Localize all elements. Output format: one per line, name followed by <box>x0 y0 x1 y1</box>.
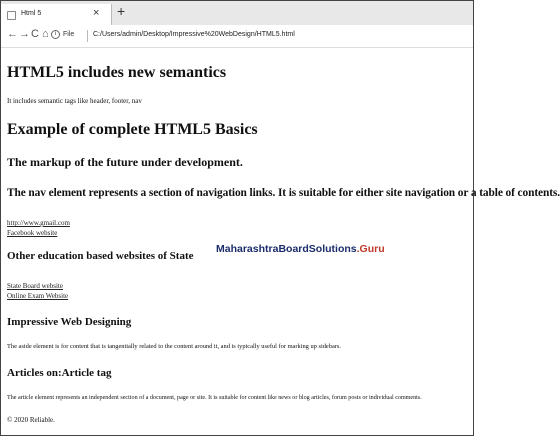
other-websites-heading: Other education based websites of State <box>7 250 194 262</box>
online-exam-link[interactable]: Online Exam Website <box>7 292 69 300</box>
impressive-heading: Impressive Web Designing <box>7 316 132 328</box>
tab-html5[interactable] <box>1 4 112 25</box>
nav-links <box>7 218 70 238</box>
new-tab-button[interactable]: + <box>117 3 126 19</box>
forward-arrow-icon[interactable]: → <box>19 28 30 40</box>
article-text: The article element represents an independent section of a document, page or site. It is suitable for content like news or blog articles, forum posts or individual comments. <box>7 395 422 401</box>
close-tab-icon[interactable]: × <box>93 7 100 19</box>
home-icon[interactable]: ⌂ <box>42 28 49 40</box>
tab-bar <box>1 1 473 25</box>
page-title: HTML5 includes new semantics <box>7 64 227 81</box>
address-separator <box>87 30 88 42</box>
state-board-link[interactable]: State Board website <box>7 282 63 290</box>
articles-heading: Articles on:Article tag <box>7 367 112 379</box>
intro-text: It includes semantic tags like header, footer, nav <box>7 97 142 105</box>
watermark <box>216 243 385 255</box>
nav-heading: The nav element represents a section of navigation links. It is suitable for either site navigation or a table of contents. <box>7 187 560 199</box>
url-field[interactable]: C:/Users/admin/Desktop/Impressive%20WebDesign/HTML5.html <box>93 31 295 38</box>
footer-text: © 2020 Reliable. <box>7 416 55 424</box>
tab-title: Html 5 <box>21 10 42 17</box>
info-icon[interactable]: i <box>51 30 60 39</box>
facebook-link[interactable]: Facebook website <box>7 229 58 237</box>
state-links <box>7 281 68 301</box>
page-icon <box>7 11 16 20</box>
markup-heading: The markup of the future under development. <box>7 155 243 169</box>
address-bar <box>1 25 473 48</box>
gmail-link[interactable]: http://www.gmail.com <box>7 219 70 227</box>
watermark-part2: .Guru <box>356 243 385 255</box>
file-label: File <box>63 31 75 38</box>
reload-icon[interactable]: C <box>31 28 39 40</box>
back-arrow-icon[interactable]: ← <box>7 28 18 40</box>
watermark-part1: MaharashtraBoardSolutions <box>216 243 357 255</box>
example-heading: Example of complete HTML5 Basics <box>7 121 258 138</box>
aside-text: The aside element is for content that is tangentially related to the content around it, and is typically useful for marking up sidebars. <box>7 343 341 350</box>
